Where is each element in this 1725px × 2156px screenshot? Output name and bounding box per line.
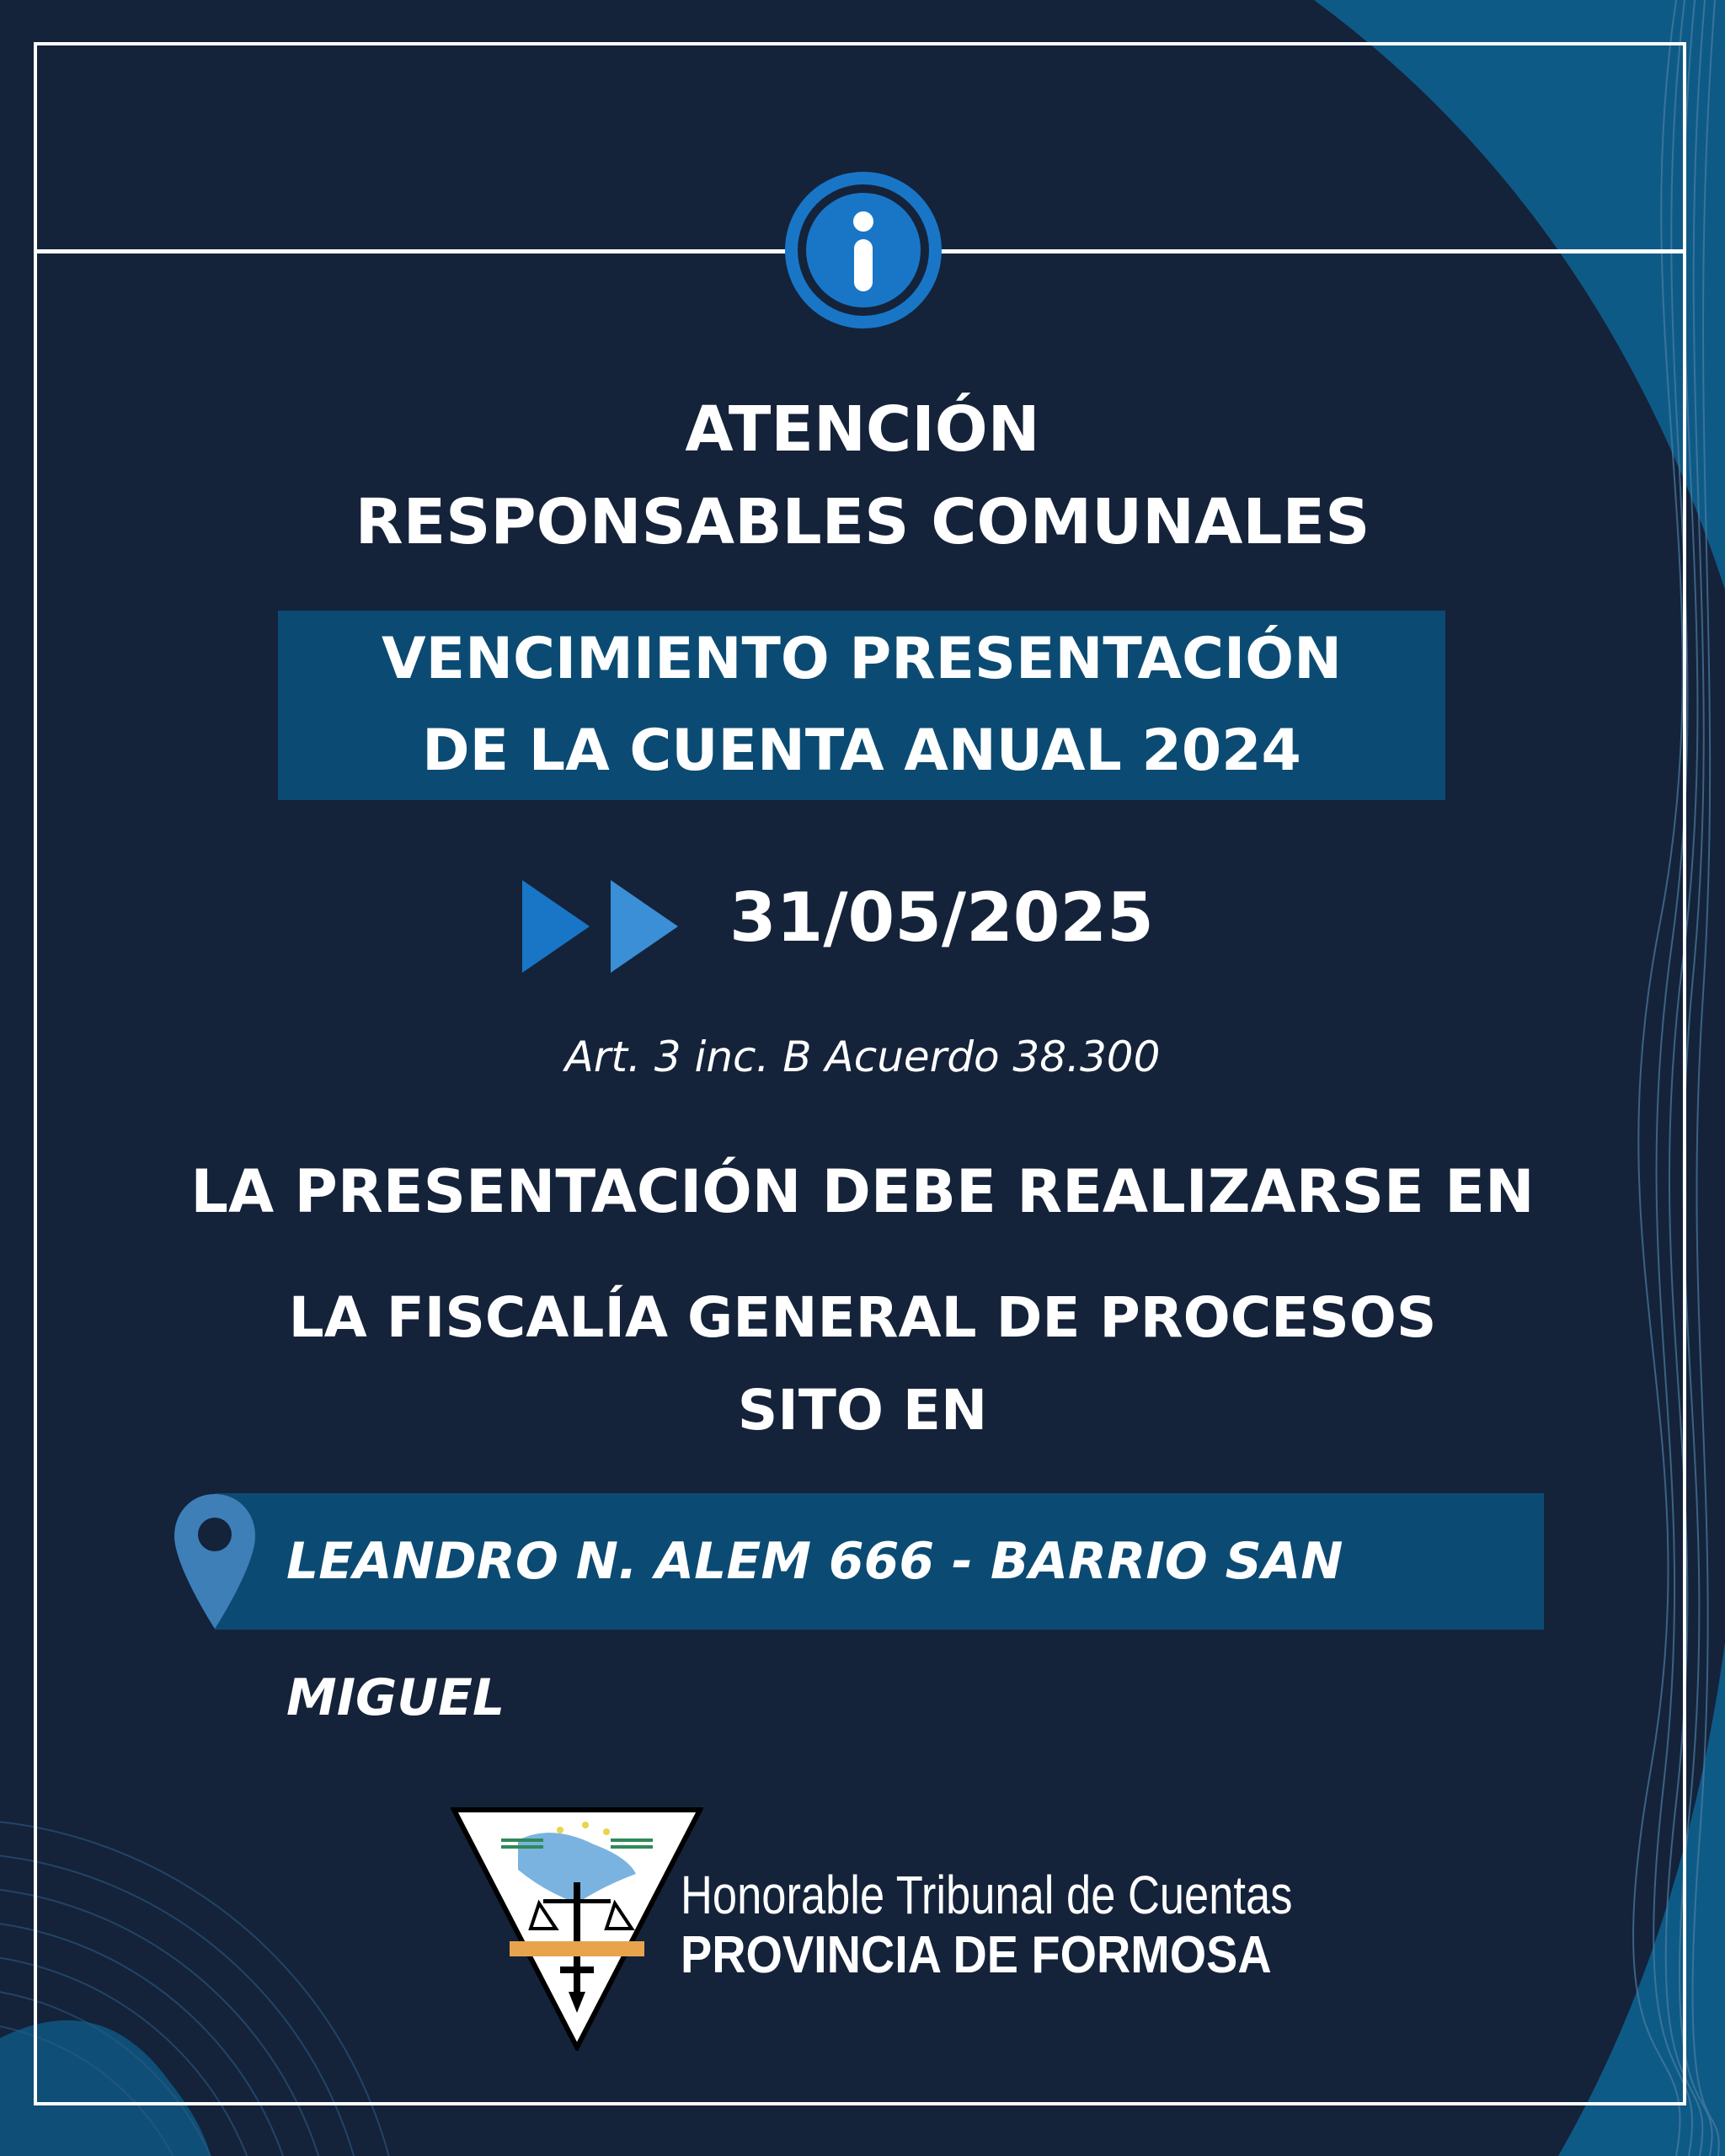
- info-icon: [782, 168, 945, 332]
- body-line-1: LA PRESENTACIÓN DEBE REALIZARSE EN: [190, 1157, 1535, 1226]
- fast-forward-icon: [522, 880, 682, 973]
- organization-name: Honorable Tribunal de Cuentas: [681, 1865, 1293, 1925]
- divider-left: [34, 249, 792, 253]
- banner-line-1: VENCIMIENTO PRESENTACIÓN: [381, 626, 1343, 692]
- deadline-date: 31/05/2025: [729, 878, 1154, 957]
- deadline-banner: [278, 611, 1445, 800]
- scales-of-justice-shield-icon: [451, 1806, 703, 2051]
- heading-attention: ATENCIÓN: [685, 393, 1040, 466]
- legal-reference: Art. 3 inc. B Acuerdo 38.300: [564, 1033, 1161, 1081]
- body-line-3: SITO EN: [737, 1378, 988, 1443]
- location-pin-icon: [173, 1492, 257, 1630]
- divider-right: [935, 249, 1686, 253]
- banner-line-2: DE LA CUENTA ANUAL 2024: [422, 718, 1301, 784]
- organization-province: PROVINCIA DE FORMOSA: [681, 1926, 1272, 1984]
- body-line-2: LA FISCALÍA GENERAL DE PROCESOS: [288, 1285, 1437, 1350]
- heading-audience: RESPONSABLES COMUNALES: [355, 486, 1370, 558]
- address-text: LEANDRO N. ALEM 666 - BARRIO SAN MIGUEL: [286, 1532, 1343, 1727]
